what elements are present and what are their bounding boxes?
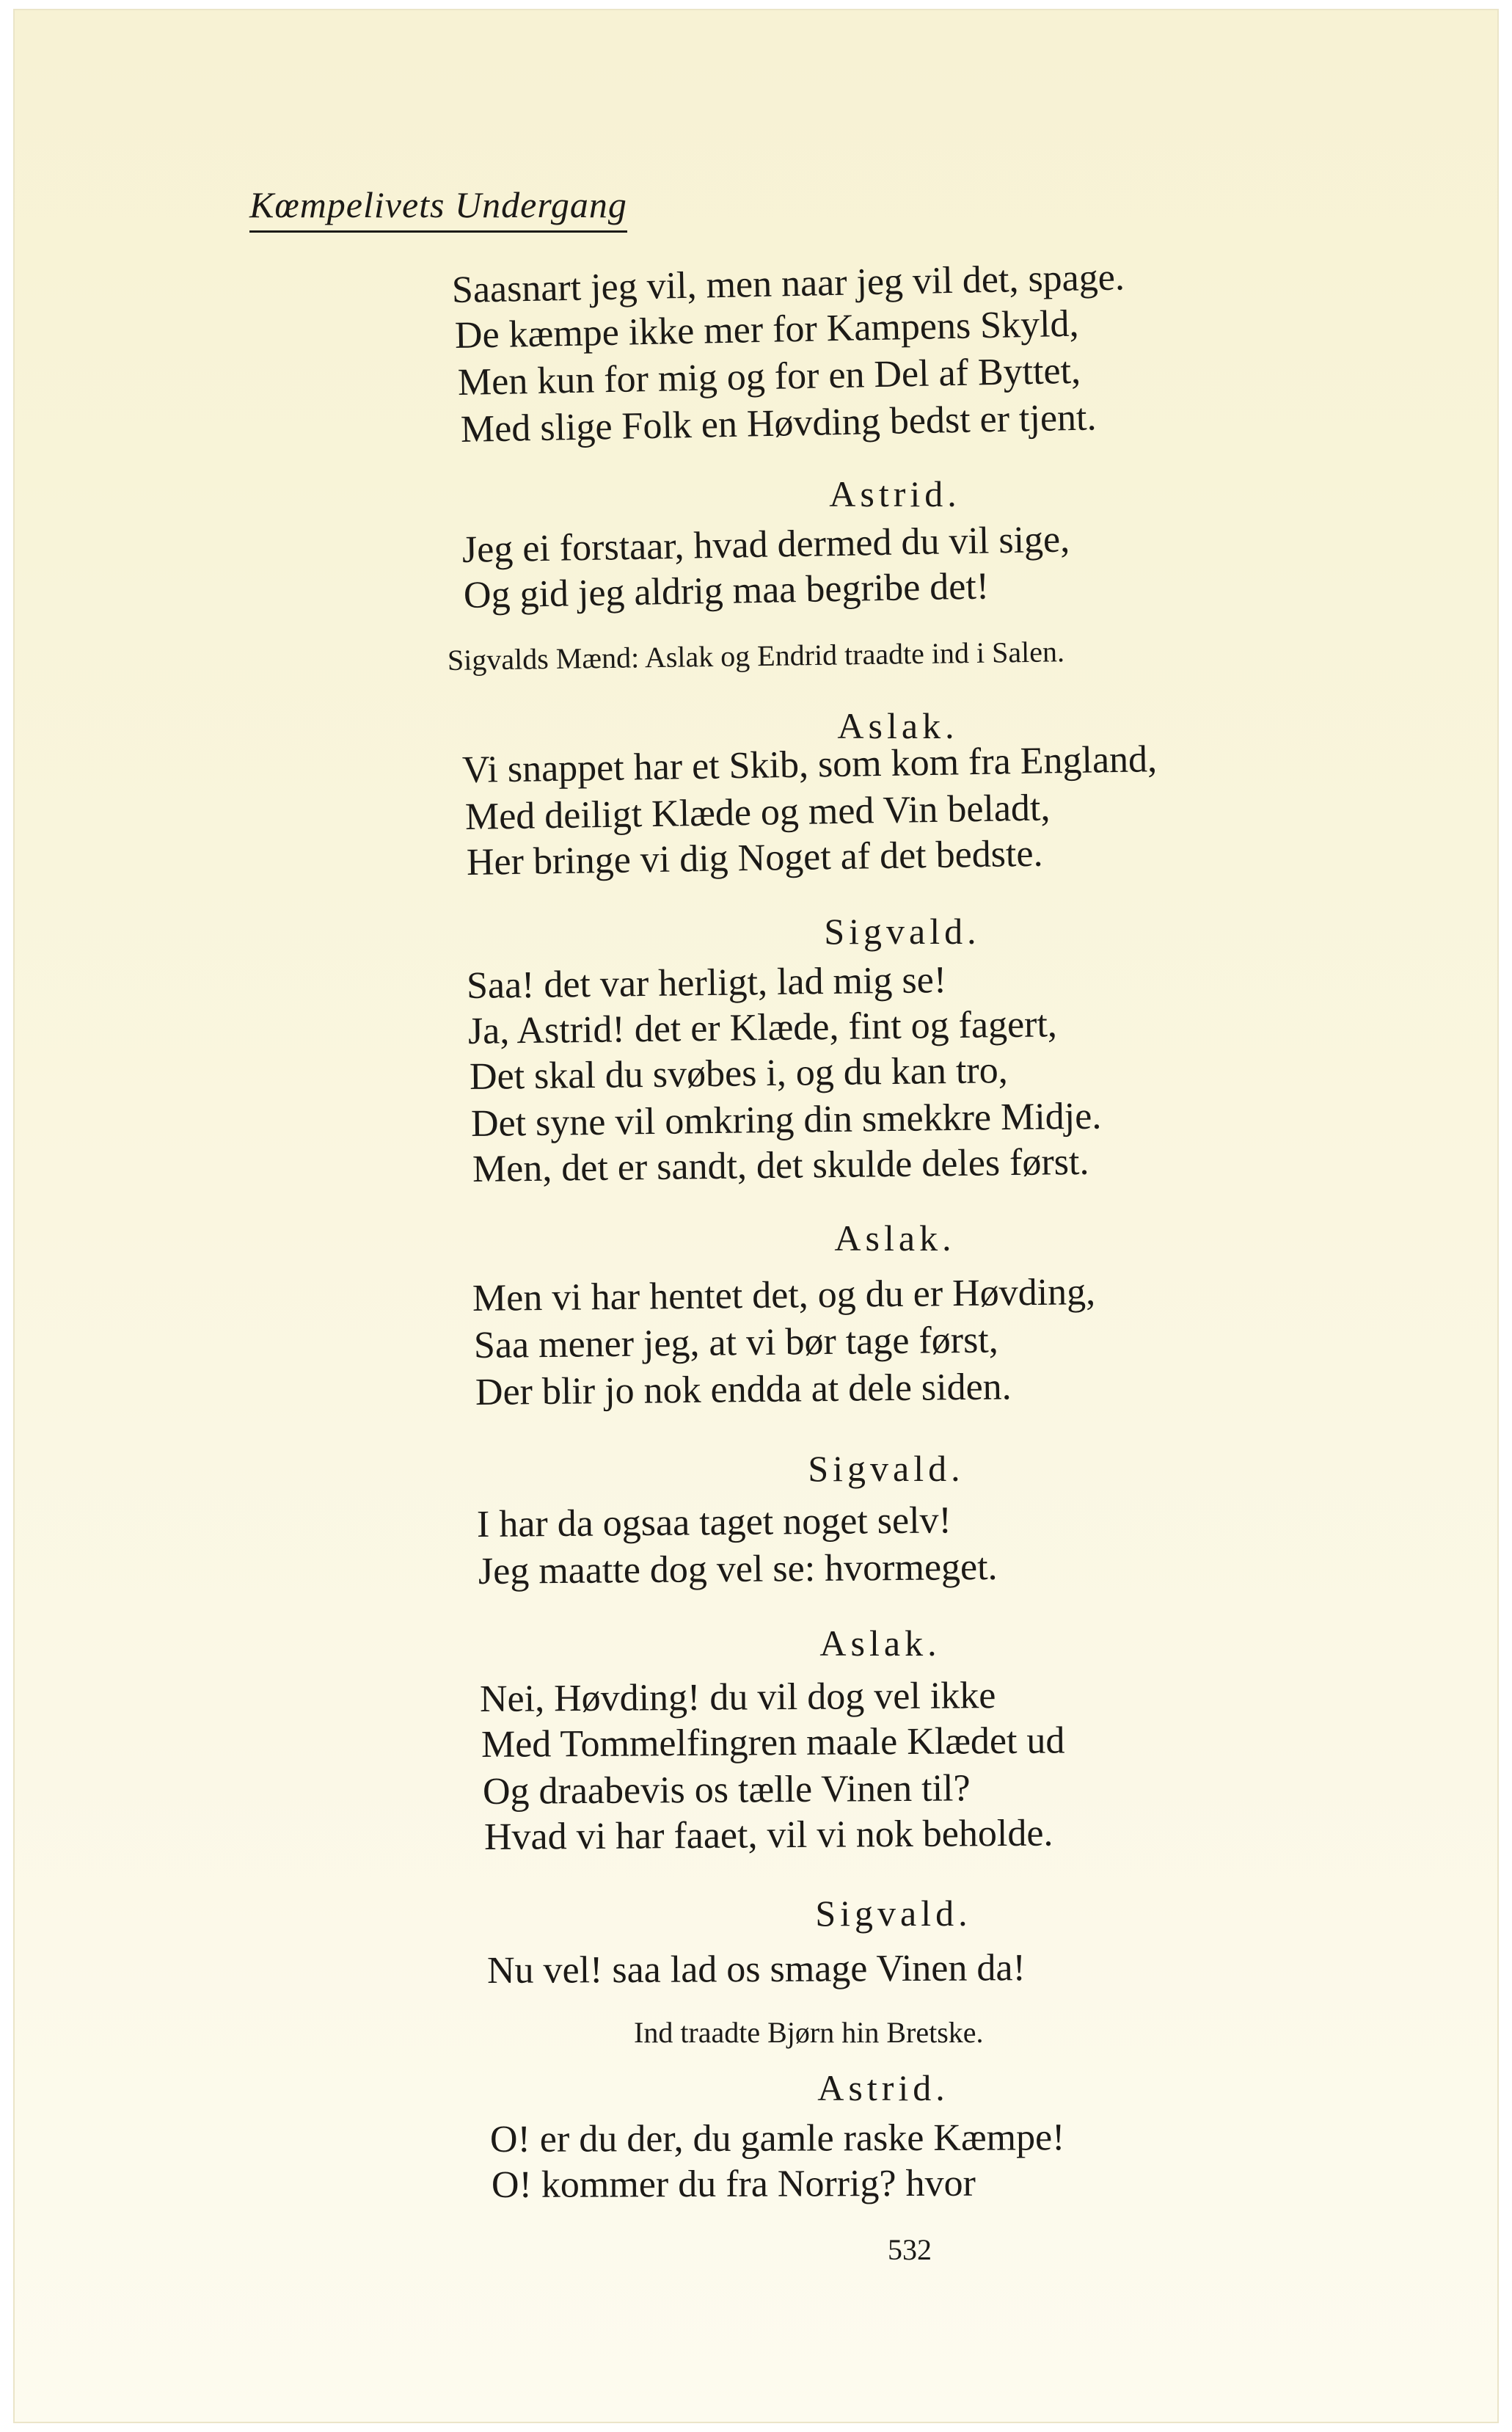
stage-direction: Sigvalds Mænd: Aslak og Endrid traadte ind i Salen. (447, 635, 1065, 677)
stage-direction: Ind traadte Bjørn hin Bretske. (634, 2016, 984, 2049)
verse-line: Med slige Folk en Høvding bedst er tjent. (460, 396, 1097, 451)
verse-line: Det syne vil omkring din smekkre Midje. (470, 1095, 1102, 1145)
verse-line: Der blir jo nok endda at dele siden. (475, 1366, 1012, 1413)
verse-line: De kæmpe ikke mer for Kampens Skyld, (454, 302, 1080, 357)
verse-line: Her bringe vi dig Noget af det bedste. (466, 832, 1043, 884)
running-head: Kœmpelivets Undergang (249, 183, 627, 233)
speaker-name: Aslak. (819, 1623, 941, 1664)
verse-line: Jeg maatte dog vel se: hvormeget. (478, 1546, 998, 1592)
verse-line: Hvad vi har faaet, vil vi nok beholde. (483, 1812, 1053, 1858)
verse-line: Det skal du svøbes i, og du kan tro, (469, 1049, 1008, 1098)
speaker-name: Astrid. (817, 2067, 949, 2108)
page-number: 532 (888, 2233, 932, 2266)
verse-line: Nei, Høvding! du vil dog vel ikke (479, 1675, 996, 1720)
verse-line: Men, det er sandt, det skulde deles først. (472, 1140, 1089, 1190)
verse-line: O! kommer du fra Norrig? hvor (491, 2162, 976, 2206)
verse-line: Vi snappet har et Skib, som kom fra England, (461, 738, 1158, 791)
verse-line: Saasnart jeg vil, men naar jeg vil det, spage. (451, 256, 1125, 311)
speaker-name: Sigvald. (808, 1448, 965, 1489)
verse-line: O! er du der, du gamle raske Kæmpe! (489, 2116, 1065, 2160)
verse-line: Med Tommelfingren maale Klædet ud (481, 1719, 1065, 1766)
verse-line: Men vi har hentet det, og du er Høvding, (472, 1271, 1096, 1319)
speaker-name: Sigvald. (824, 911, 981, 952)
speaker-name: Astrid. (829, 473, 961, 514)
verse-line: Saa! det var herligt, lad mig se! (466, 959, 947, 1007)
speaker-name: Sigvald. (815, 1893, 972, 1934)
book-page (13, 9, 1499, 2423)
verse-line: Med deiligt Klæde og med Vin beladt, (464, 787, 1051, 838)
speaker-name: Aslak. (834, 1217, 956, 1259)
verse-line: Saa mener jeg, at vi bør tage først, (473, 1319, 999, 1366)
verse-line: Ja, Astrid! det er Klæde, fint og fagert, (467, 1003, 1058, 1052)
verse-line: Men kun for mig og for en Del af Byttet, (457, 349, 1081, 404)
verse-line: Og gid jeg aldrig maa begribe det! (463, 565, 990, 616)
verse-line: Og draabevis os tælle Vinen til? (482, 1767, 971, 1813)
verse-line: Jeg ei forstaar, hvad dermed du vil sige, (461, 518, 1070, 571)
speaker-name: Aslak. (837, 705, 959, 746)
verse-line: Nu vel! saa lad os smage Vinen da! (486, 1947, 1026, 1992)
verse-line: I har da ogsaa taget noget selv! (476, 1499, 952, 1546)
